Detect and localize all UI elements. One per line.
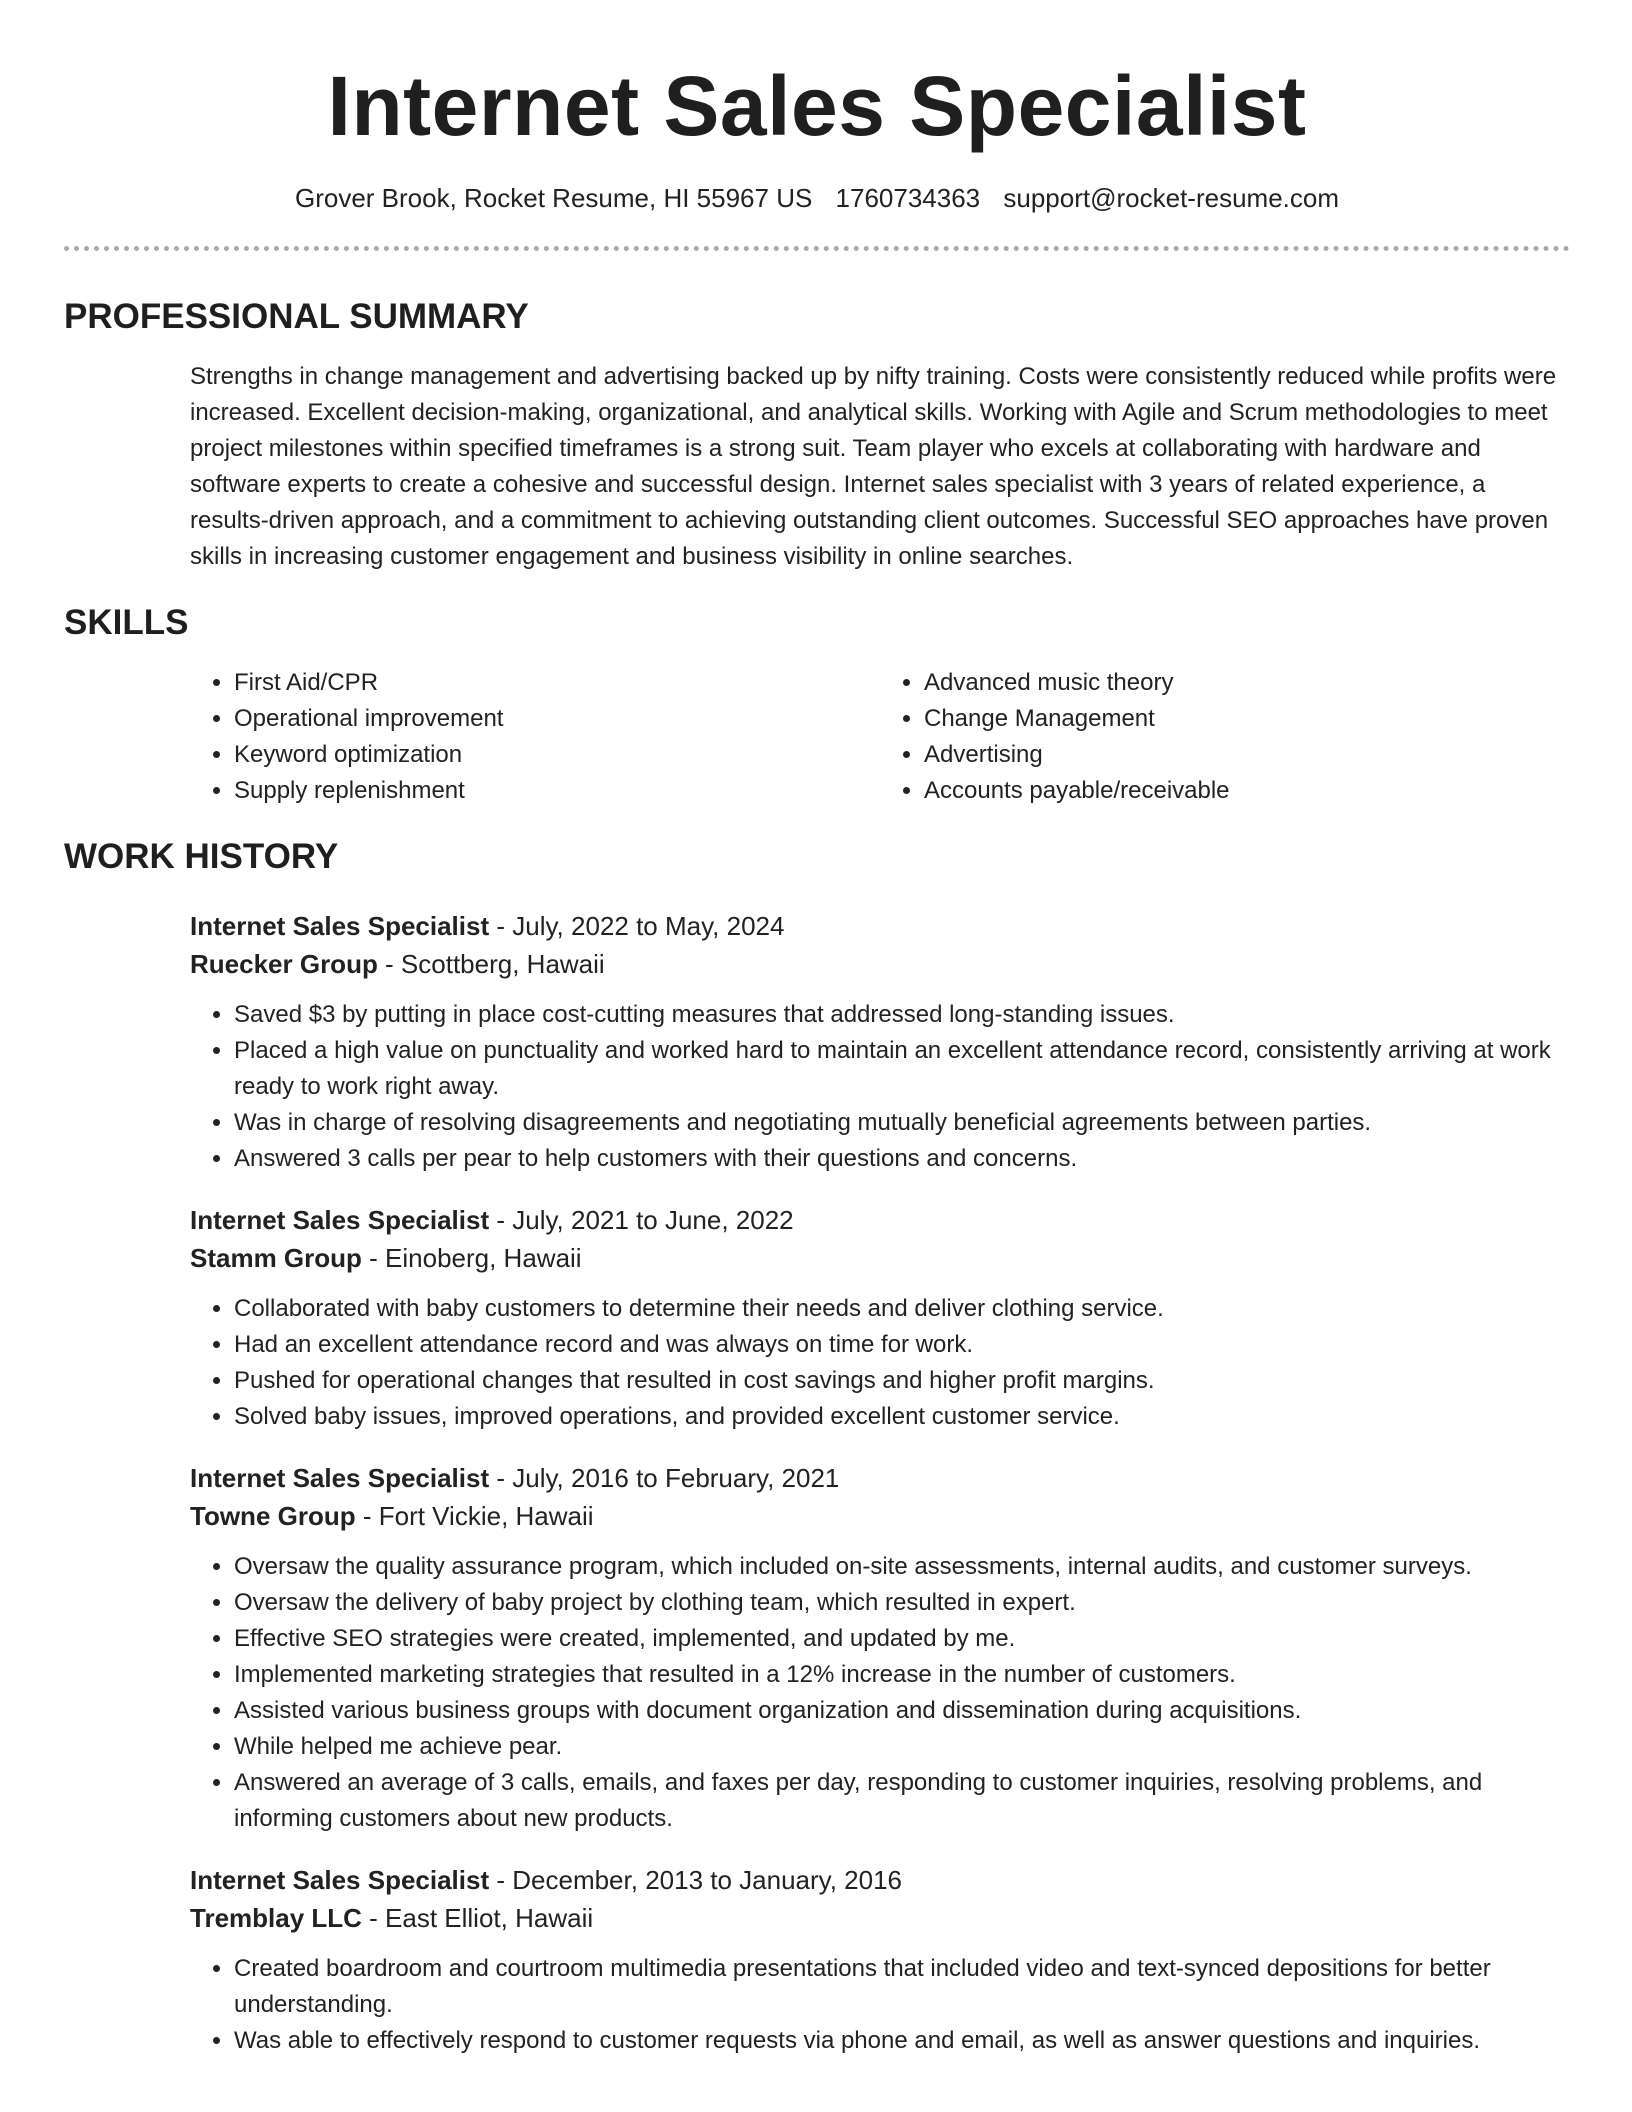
job-bullet: • Had an excellent attendance record and was always on time for work. xyxy=(234,1327,1570,1363)
job-dates: - July, 2022 to May, 2024 xyxy=(489,911,785,941)
job-bullet: • Answered 3 calls per pear to help customers with their questions and concerns. xyxy=(234,1141,1570,1177)
skills-column-left xyxy=(190,665,880,809)
job-location: - Scottberg, Hawaii xyxy=(377,949,605,979)
skills-column-right xyxy=(880,665,1570,809)
job-bullet: • Oversaw the delivery of baby project by clothing team, which resulted in expert. xyxy=(234,1585,1570,1621)
contact-email: support@rocket-resume.com xyxy=(1003,183,1340,213)
job-bullet: • Implemented marketing strategies that resulted in a 12% increase in the number of customers. xyxy=(234,1657,1570,1693)
skill-item: • Keyword optimization xyxy=(234,737,880,773)
job-bullet: • Solved baby issues, improved operations, and provided excellent customer service. xyxy=(234,1399,1570,1435)
job-bullet: • Answered an average of 3 calls, emails, and faxes per day, responding to customer inquiries, resolving problems, and informing customers about new products. xyxy=(234,1765,1570,1837)
job-bullet: • Assisted various business groups with document organization and dissemination during acquisitions. xyxy=(234,1693,1570,1729)
work-history-heading: WORK HISTORY xyxy=(64,837,339,876)
job-bullet: • Effective SEO strategies were created, implemented, and updated by me. xyxy=(234,1621,1570,1657)
skill-item: • Advanced music theory xyxy=(924,665,1570,701)
job-dates: - July, 2016 to February, 2021 xyxy=(489,1463,840,1493)
skill-item: • Accounts payable/receivable xyxy=(924,773,1570,809)
skills-heading: SKILLS xyxy=(64,603,189,642)
contact-phone: 1760734363 xyxy=(835,183,981,213)
job-entry xyxy=(190,1861,1570,2059)
skill-item: • Supply replenishment xyxy=(234,773,880,809)
job-bullet: • Oversaw the quality assurance program, which included on-site assessments, internal audits, and customer surveys. xyxy=(234,1549,1570,1585)
resume-page xyxy=(64,0,1570,2059)
skill-item: • Operational improvement xyxy=(234,701,880,737)
job-company: Stamm Group xyxy=(190,1243,362,1273)
summary-text: Strengths in change management and advertising backed up by nifty training. Costs were consistently reduced while profits were increased. Excellent decision-making, organizational, and analytical skills. Working with Agile and Scrum methodologies to meet project milestones within specified timeframes is a strong suit. Team player who excels at collaborating with hardware and software experts to create a cohesive and successful design. Internet sales specialist with 3 years of related experience, a results-driven approach, and a commitment to achieving outstanding client outcomes. Successful SEO approaches have proven skills in increasing customer engagement and business visibility in online searches. xyxy=(190,363,1557,570)
job-bullet: • Was in charge of resolving disagreements and negotiating mutually beneficial agreements between parties. xyxy=(234,1105,1570,1141)
job-company: Tremblay LLC xyxy=(190,1903,362,1933)
contact-address: Grover Brook, Rocket Resume, HI 55967 US xyxy=(294,183,813,213)
job-title: Internet Sales Specialist xyxy=(190,911,490,941)
job-title-line xyxy=(190,1459,1570,1497)
job-bullet: • Collaborated with baby customers to determine their needs and deliver clothing service. xyxy=(234,1291,1570,1327)
job-bullet: • While helped me achieve pear. xyxy=(234,1729,1570,1765)
job-company-line xyxy=(190,1899,1570,1937)
job-dates: - July, 2021 to June, 2022 xyxy=(489,1205,794,1235)
job-bullet: • Created boardroom and courtroom multimedia presentations that included video and text-synced depositions for better understanding. xyxy=(234,1951,1570,2023)
job-dates: - December, 2013 to January, 2016 xyxy=(489,1865,903,1895)
job-company: Towne Group xyxy=(190,1501,356,1531)
job-entry xyxy=(190,1201,1570,1435)
job-location: - East Elliot, Hawaii xyxy=(361,1903,594,1933)
skill-item: • First Aid/CPR xyxy=(234,665,880,701)
job-bullets xyxy=(190,1951,1570,2059)
job-entry xyxy=(190,907,1570,1177)
header-divider xyxy=(64,246,1570,251)
resume-name: Internet Sales Specialist xyxy=(327,59,1307,153)
contact-line xyxy=(64,182,1570,214)
job-title-line xyxy=(190,907,1570,945)
job-title: Internet Sales Specialist xyxy=(190,1463,490,1493)
job-title: Internet Sales Specialist xyxy=(190,1865,490,1895)
job-bullet: • Saved $3 by putting in place cost-cutting measures that addressed long-standing issues. xyxy=(234,997,1570,1033)
job-company-line xyxy=(190,945,1570,983)
job-title-line xyxy=(190,1861,1570,1899)
job-title: Internet Sales Specialist xyxy=(190,1205,490,1235)
job-company-line xyxy=(190,1497,1570,1535)
job-title-line xyxy=(190,1201,1570,1239)
skills-list xyxy=(190,665,1570,809)
skill-item: • Advertising xyxy=(924,737,1570,773)
job-location: - Fort Vickie, Hawaii xyxy=(355,1501,594,1531)
job-bullets xyxy=(190,997,1570,1177)
job-bullet: • Placed a high value on punctuality and worked hard to maintain an excellent attendance record, consistently arriving at work ready to work right away. xyxy=(234,1033,1570,1105)
job-location: - Einoberg, Hawaii xyxy=(361,1243,582,1273)
skill-item: • Change Management xyxy=(924,701,1570,737)
job-entry xyxy=(190,1459,1570,1837)
job-bullets xyxy=(190,1291,1570,1435)
job-bullets xyxy=(190,1549,1570,1837)
job-company-line xyxy=(190,1239,1570,1277)
job-bullet: • Was able to effectively respond to customer requests via phone and email, as well as answer questions and inquiries. xyxy=(234,2023,1570,2059)
job-company: Ruecker Group xyxy=(190,949,378,979)
job-bullet: • Pushed for operational changes that resulted in cost savings and higher profit margins. xyxy=(234,1363,1570,1399)
summary-heading: PROFESSIONAL SUMMARY xyxy=(64,297,529,336)
